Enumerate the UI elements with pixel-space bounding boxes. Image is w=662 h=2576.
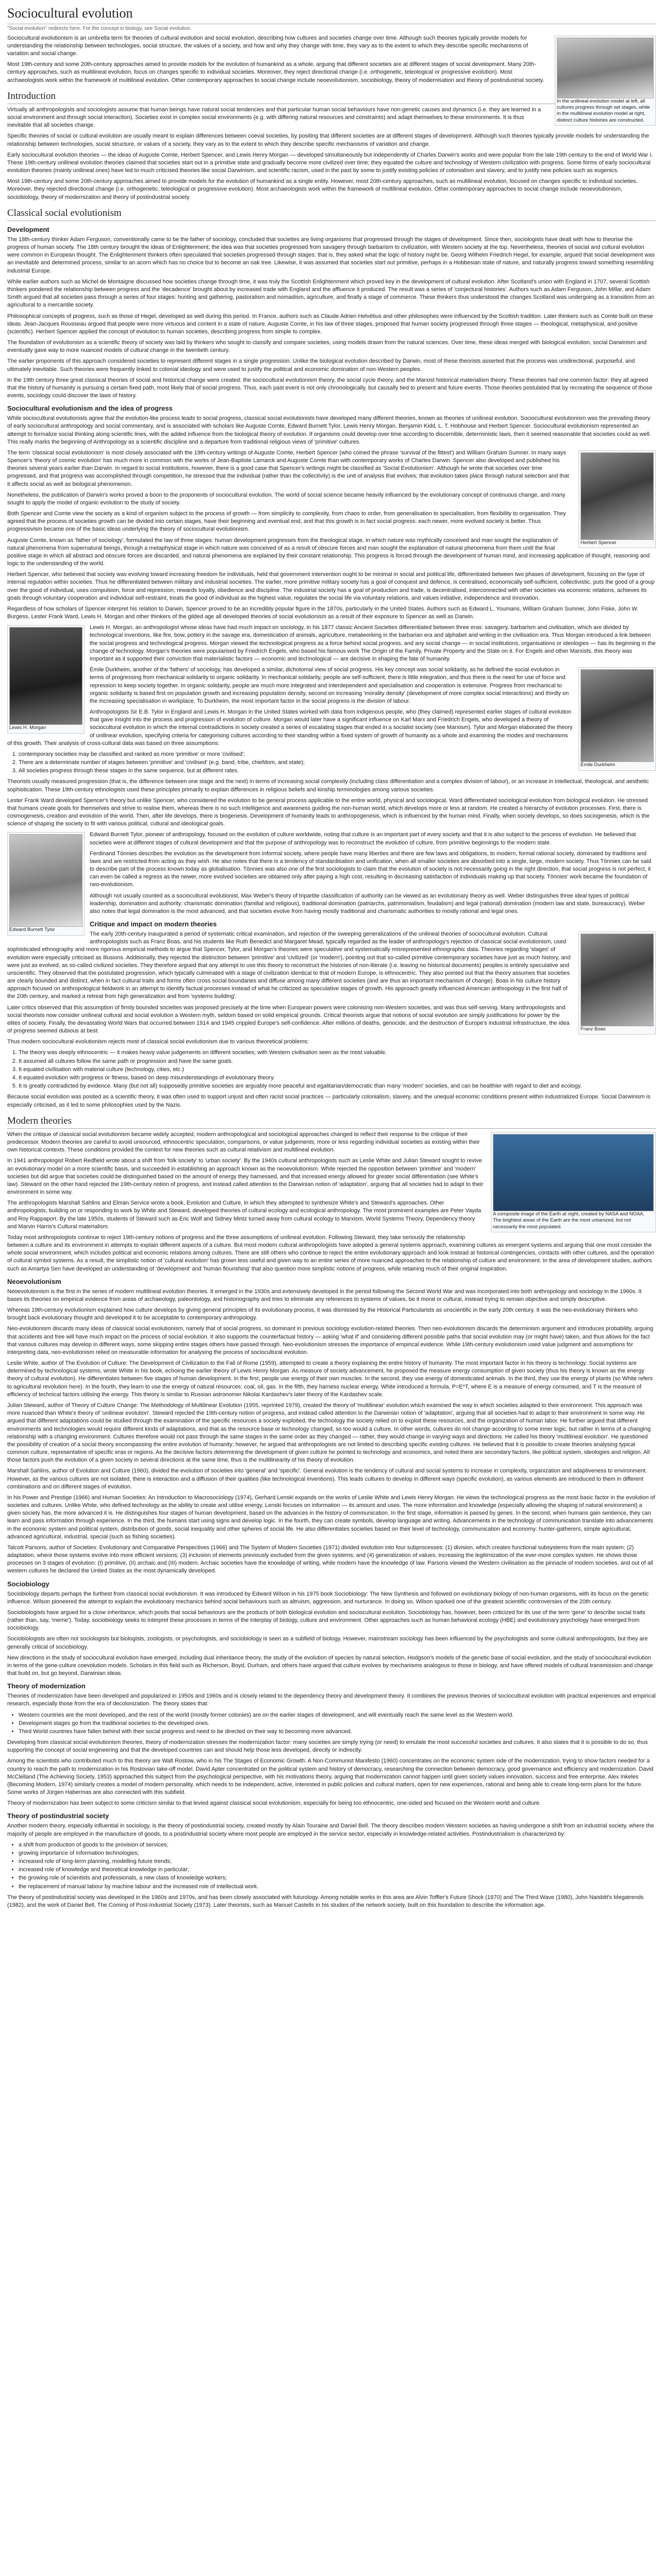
intro-paragraph: Most 19th-century and some 20th-century approaches aimed to provide models for the evolution of humankind as a whole, arguing that different societies are at different stages of social development. Many 20th-century approaches, such as multilineal evolution, focus on changes specific to individual societies. Moreover, they reject directional change (i.e. orthogenetic, teleological or progressive evolution). Most archaeologists work within the framework of multilineal evolution. Other contemporary approaches to social change include neoevolutionism, sociobiology, theory of modernisation and theory of postindustrial society.: [7, 61, 544, 83]
figure-spencer: [578, 450, 656, 548]
body-paragraph: While sociocultural evolutionists agree that the evolution-like process leads to social progress, classical social evolutionists have developed many different theories, known as theories of unilineal evolution. Sociocultural evolutionism was the prevailing theory of early sociocultural anthropology and social commentary, and is associated with scholars like Auguste Comte, Edward Burnett Tylor, Lewis Henry Morgan, Benjamin Kidd, L. T. Hobhouse and Herbert Spencer. Sociocultural evolutionism represented an attempt to formalize social thinking along scientific lines, with the added influence from the biological theory of evolution. If organisms could develop over time according to discernible, deterministic laws, then it seemed reasonable that societies could as well. This really marks the beginning of Anthropology as a scientific discipline and a departure from traditional religious views of 'primitive' cultures.: [7, 415, 651, 445]
list-item: • a shift from production of goods to the provision of services;: [19, 1841, 656, 1849]
modernization-list: [19, 1711, 656, 1736]
section-heading-introduction: Introduction: [7, 90, 656, 104]
body-paragraph: Most 19th-century and some 20th-century approaches aimed to provide models for the evolution of humankind as a single entity. However, most 20th-century approaches, such as multilineal evolution, focused on changes specific to individual societies. Moreover, they rejected directional change (i.e. orthogenetic, teleological or progressive evolution). Most archaeologists work within the framework of multilineal evolution. Other contemporary approaches to social change include neoevolutionism, sociobiology, theory of modernization and theory of postindustrial society.: [7, 178, 638, 200]
page-title: Sociocultural evolution: [7, 4, 656, 24]
body-paragraph: Anthropologists Sir E.B. Tylor in England and Lewis H. Morgan in the United States worked with data from indigenous people, who (they claimed) represented earlier stages of cultural evolution that gave insight into the process and progression of evolution of culture. Morgan would later have a significant influence on Karl Marx and Friedrich Engels, who developed a theory of sociocultural evolution in which the internal contradictions in society created a series of escalating stages that ended in a socialist society (see Marxism). Tylor and Morgan elaborated the theory of unilinear evolution, specifying criteria for categorising cultures according to their standing within a fixed system of growth of humanity as a whole and examining the modes and mechanisms of this growth. Their analysis of cross-cultural data was based on three assumptions:: [7, 709, 573, 747]
body-paragraph: Today most anthropologists continue to reject 19th-century notions of progress and the three assumptions of unilineal evolution. Following Steward, they take seriously the relationship between a culture and its environment in attempts to explain different aspects of a culture. But most modern cultural anthropologists have adopted a general systems approach, examining cultures as emergent systems and arguing that one must consider the whole social environment, which includes political and economic relations among cultures. There are still others who continue to reject the entire evolutionary approach and look instead at historical contingencies, contacts with other cultures, and the operation of cultural symbol systems. As a result, the simplistic notion of 'cultural evolution' has grown less useful and given way to an entire series of more nuanced approaches to the relationship of culture and environment. In the area of development studies, authors such as Amartya Sen have developed an understanding of 'development' and 'human flourishing' that also question more simplistic notions of progress, while retaining much of their original inspiration.: [7, 1234, 655, 1272]
body-paragraph: Early sociocultural evolution theories — the ideas of Auguste Comte, Herbert Spencer, and Lewis Henry Morgan — developed simultaneously but independently of Charles Darwin's works and were popular from the late 19th century to the end of World War I. These 19th-century unilineal evolution theories claimed that societies start out in a primitive state and gradually become more civilized over time; they equated the culture and technology of Western civilization with progress. Some forms of early sociocultural evolution theories (mainly unilineal ones) have led to much criticised theories like social Darwinism, and scientific racism, used in the past by some to justify existing policies of colonialism and slavery, and to justify new policies such as eugenics.: [7, 151, 653, 174]
body-paragraph: Sociobiology departs perhaps the furthest from classical social evolutionism. It was introduced by Edward Wilson in his 1975 book Sociobiology: The New Synthesis and followed on evolutionary biology of non-human organisms, with its focus on the genetic influence. Wilson pioneered the attempt to explain the evolutionary mechanics behind social behaviours such as altruism, aggression, and nurturance. In doing so, Wilson sparked one of the greatest scientific controversies of the 20th century.: [7, 1590, 649, 1605]
body-paragraph: Among the scientists who contributed much to this theory are Walt Rostow, who in his The Stages of Economic Growth: A Non-Communist Manifesto (1960) concentrates on the economic system side of the modernization, trying to show factors needed for a country to reach the path to modernization in his Rostovian take-off model. David Apter concentrated on the political system and history of democracy, researching the connection between democracy, good governance and efficiency and modernization. David McClelland (The Achieving Society, 1953) approached this subject from the psychological perspective, with his motivations theory, arguing that modernization cannot happen until given society values innovation, success and free enterprise. Alex Inkeles (Becoming Modern, 1974) similarly creates a model of modern personality, which needs to be independent, active, interested in public policies and cultural matters, open for new experiences, rational and being able to create long-term plans for the future. Some works of Jürgen Habermas are also connected with this subfield.: [7, 1758, 654, 1796]
body-paragraph: Neo-evolutionism discards many ideas of classical social evolutionism, namely that of social progress, so dominant in previous sociology evolution-related theories. Then neo-evolutionism discards the determinism argument and introduces probability, arguing that accidents and free will have much impact on the process of social evolution. It also supports the counterfactual history — asking 'what if' and considering different possible paths that social evolution may (or might have) taken, and thus allows for the fact that various cultures may develop in different ways, some skipping entire stages others have passed through. Neo-evolutionism stresses the importance of empirical evidence. While 19th-century evolutionism used value judgment and assumptions for interpreting data, neo-evolutionism relied on measurable information for analysing the process of sociocultural evolution.: [7, 1326, 654, 1355]
body-paragraph: New directions in the study of sociocultural evolution have emerged, including dual inheritance theory, the study of the evolution of species by natural selection, Hodgson's models of the genetic base of social evolution, and the study of sociocultural evolution in terms of the gene-culture coevolution models. Scholars in this field such as Richerson, Boyd, Durham, and others have argued that culture evolves by mechanisms analogous to those in biology, and have offered models of cultural transmission and change that build on, but go beyond, Darwinian ideas.: [7, 1654, 653, 1677]
body-paragraph: Herbert Spencer, who believed that society was evolving toward increasing freedom for individuals, held that government intervention ought to be minimal in social and political life, differentiated between two phases of development, focusing on the type of internal regulation within societies. Thus he differentiated between military and industrial societies. The earlier, more primitive military society has a goal of conquest and defence, is centralised, economically self-sufficient, collectivistic, puts the good of a group over the good of individual, uses compulsion, force and repression, rewards loyalty, obedience and discipline. The industrial society has a goal of production and trade, is decentralised, interconnected with other societies via economic relations, achieves its goals through voluntary cooperation and individual self-restraint, treats the good of individual as the highest value, regulates the social life via voluntary relations, and values initiative, independence and innovation.: [7, 571, 655, 601]
figure-evolution-models-image[interactable]: [557, 38, 654, 98]
list-item: • Development stages go from the traditional societies to the developed ones.: [19, 1720, 656, 1727]
body-paragraph: Theorists usually measured progression (that is, the difference between one stage and the next) in terms of increasing social complexity (including class differentiation and a complex division of labour), or an increase in intellectual, theological, and aesthetic sophistication. These 19th-century ethnologists used these principles primarily to explain differences in religious beliefs and kinship terminologies among various societies.: [7, 778, 649, 793]
subsection-heading-critique: Critique and impact on modern theories: [90, 920, 217, 928]
body-paragraph: Developing from classical social evolutionism theories, theory of modernization stresses the modernization factor: many societies are simply trying (or need) to emulate the most successful societies and cultures. It also states that it is possible to do so, thus supporting the concept of social engineering and that the developed countries can and should help those less developed, directly or indirectly.: [7, 1739, 648, 1754]
body-paragraph: Nonetheless, the publication of Darwin's works proved a boon to the proponents of sociocultural evolution. The world of social science became heavily influenced by the evolutionary concept of continuous change, and many sought to apply the model of organic evolution to the study of society.: [7, 492, 566, 506]
intro-paragraph: Sociocultural evolutionism is an umbrella term for theories of cultural evolution and social evolution, describing how cultures and societies change over time. Although such theories typically provide models for understanding the relationship between technologies, social structure, the values of a society, and how and why they change with time, they vary as to the extent to which they describe specific mechanisms of variation and social change.: [7, 35, 528, 57]
body-paragraph: Leslie White, author of The Evolution of Culture: The Development of Civilization to the Fall of Rome (1959), attempted to create a theory explaining the entire history of humanity. The most important factor in his theory is technology: Social systems are determined by technological systems, wrote White in his book, echoing the earlier theory of Lewis Henry Morgan. As measure of society advancement, he proposed the measure energy consumption of given society (thus his theory is known as the energy theory of cultural evolution). He differentiates between five stages of human development. In the first, people use energy of their own muscles. In the second, they use energy of domesticated animals. In the third, they use the energy of plants (so White refers to agricultural revolution here). In the fourth, they learn to use the energy of natural resources: coal, oil, gas. In the fifth, they harness nuclear energy. White introduced a formula, P=E*T, where E is a measure of energy consumed, and T is the measure of efficiency of technical factors utilising the energy. This theory is similar to Russian astronomer Nikolai Kardashev's later theory of the Kardashev scale.: [7, 1360, 653, 1398]
figure-tylor: [7, 832, 85, 935]
body-paragraph: The 18th-century thinker Adam Ferguson, conventionally came to be the father of sociology, concluded that societies are living organisms that progressed through the stages of development. Since then, sociologists have dealt with how to theorise the progress of human society. The 18th century brought the ideas of Enlightenment; the idea was that societies progressed from savagery through barbarism to civilization, with Western society at the top. Nevertheless, theories of social and cultural evolution were common in European thought. The Enlightenment thinkers often speculated that societies progressed through stages: that is, they asked what the logic of history might be. Georg Wilhelm Friedrich Hegel, for example, argued that social development was an inevitable and determined process, similar to an acorn which has no choice but to become an oak tree. Likewise, it was assumed that societies start out primitive, perhaps in a Hobbesian state of nature, and naturally progress toward something resembling industrial Europe.: [7, 236, 655, 274]
figure-durkheim: [578, 667, 656, 770]
list-item: • the replacement of manual labour by machine labour and the increased role of intellectual work.: [19, 1883, 656, 1891]
list-item: • the growing role of scientists and professionals, a new class of knowledge workers;: [19, 1874, 656, 1882]
list-item: • increased role of knowledge and theoretical knowledge in particular;: [19, 1866, 656, 1874]
figure-caption: Herbert Spencer: [581, 539, 617, 546]
body-paragraph: In the 19th century three great classical theories of social and historical change were created: the sociocultural evolutionism theory, the social cycle theory, and the Marxist historical materialism theory. These theories had one common factor: they all agreed that the history of humanity is pursuing a certain fixed path, most likely that of social progress. Thus, each past event is not only chronologically, but causally tied to present and future events. Those theories postulated that by recreating the sequence of those events, sociology could discover the laws of history.: [7, 377, 653, 399]
body-paragraph: Although not usually counted as a sociocultural evolutionist, Max Weber's theory of tripartite classification of authority can be viewed as an evolutionary theory as well. Weber distinguishes three ideal types of political leadership, domination and authority: charismatic domination (familial and religious), traditional domination (patriarchs, patrimonialism, feudalism) and legal (rational) domination (modern law and state, bureaucracy). Weber also notes that legal domination is the most advanced, and that societies evolve from having mostly traditional and charismatic authorities to mostly rational and legal ones.: [90, 892, 646, 914]
figure-caption: Franz Boas: [581, 1026, 606, 1032]
section-heading-modern: Modern theories: [7, 1114, 656, 1129]
body-paragraph: Regardless of how scholars of Spencer interpret his relation to Darwin, Spencer proved to be an incredibly popular figure in the 1870s, particularly in the United States. Authors such as Edward L. Youmans, William Graham Sumner, John Fiske, John W. Burgess, Lester Frank Ward, Lewis H. Morgan and other thinkers of the gilded age all developed theories of social evolutionism as a result of their exposure to Spencer as well as Darwin.: [7, 605, 639, 620]
body-paragraph: Sociobiologists are often not sociologists but biologists, zoologists, or psychologists, and sociobiology is seen as a subfield of biology. However, mainstream sociology has been influenced by the psychologists and some cultural anthropologists, but they are generally critical of sociobiology.: [7, 1636, 648, 1650]
body-paragraph: Whereas 19th-century evolutionism explained how culture develops by giving general principles of its evolutionary process, it was dismissed by the Historical Particularists as unscientific in the early 20th century. It was the neo-evolutionary thinkers who brought back evolutionary thought and developed it to be acceptable to contemporary anthropology.: [7, 1307, 638, 1321]
body-paragraph: Later critics observed that this assumption of firmly bounded societies was proposed precisely at the time when European powers were colonising non-Western societies, and was thus self-serving. Many anthropologists and social theorists now consider unilineal cultural and social evolution a Western myth, seldom based on solid empirical grounds. Critical theorists argue that notions of social evolution are simply justifications for power by the elites of society. Finally, the devastating World Wars that occurred between 1914 and 1945 crippled Europe's self-confidence. After millions of deaths, genocide, and the destruction of Europe's industrial infrastructure, the idea of progress seemed dubious at best.: [7, 1004, 570, 1035]
body-paragraph: While earlier authors such as Michel de Montaigne discussed how societies change through time, it was truly the Scottish Enlightenment which proved key in the development of cultural evolution. After Scotland's union with England in 1707, several Scottish thinkers pondered the relationship between progress and the 'decadence' brought about by increased trade with England and the affluence it produced. The result was a series of 'conjectural histories'. Authors such as Adam Ferguson, John Millar, and Adam Smith argued that all societies pass through a series of four stages: hunting and gathering, pastoralism and nomadism, agriculture, and finally a stage of commerce. These thinkers thus understood the changes Scotland was undergoing as a transition from an agricultural to a mercantile society.: [7, 278, 655, 309]
body-paragraph: Julian Steward, author of Theory of Culture Change: The Methodology of Multilinear Evolution (1955, reprinted 1979), created the theory of 'multilinear' evolution which examined the way in which societies adapted to their environment. This approach was more nuanced than White's theory of 'unilinear evolution'. Steward rejected the 19th-century notion of progress, and instead called attention to the Darwinian notion of 'adaptation', arguing that all societies had to adapt to their environment in some way. He argued that different adaptations could be studied through the examination of the specific resources a society exploited, the technology the society relied on to exploit these resources, and the organization of human labor. He further argued that different environments and technologies would require different kinds of adaptations, and that as the resource base or technology changed, so too would a culture. In other words, cultures do not change according to some inner logic, but rather in terms of a changing relationship with a changing environment. Cultures therefore would not pass through the same stages in the same order as they changed — rather, they would change in varying ways and directions. He called his theory 'multilineal evolution'. He questioned the possibility of creation of a social theory encompassing the entire evolution of humanity; however, he argued that anthropologists are not limited to describing specific existing cultures. He believed that it is possible to create theories analysing typical common culture, representative of specific eras or regions. As the decisive factors determining the development of given culture he pointed to technology and economics, and noted there are secondary factors, like political system, ideologies and religion. All those factors push the evolution of a given society in several directions at the same time, thus is the multilinearity of his theory of evolution.: [7, 1402, 651, 1464]
subsection-heading-postindustrial: Theory of postindustrial society: [7, 1812, 109, 1820]
figure-earth-night-image[interactable]: [493, 1134, 654, 1211]
assumptions-list: [19, 751, 656, 775]
figure-durkheim-image[interactable]: [581, 669, 654, 762]
subsection-heading-development: Development: [7, 226, 49, 234]
figure-spencer-image[interactable]: [581, 452, 654, 540]
body-paragraph: In his Power and Prestige (1966) and Human Societies: An Introduction to Macrosociology (1974), Gerhard Lenski expands on the works of Leslie White and Lewis Henry Morgan. He views the technological progress as the most basic factor in the evolution of societies and cultures. Unlike White, who defined technology as the ability to create and utilise energy, Lenski focuses on information — its amount and uses. The more information and knowledge (especially allowing the shaping of natural environment) a given society has, the more advanced it is. He distinguishes four stages of human development, based on the advances in the history of communication. In the first stage, information is passed by genes. In the second, when humans gain sentience, they can learn and pass information through experience. In the third, the humans start using signs and develop logic. In the fourth, they can create symbols, develop language and writing. Advancements in the technology of communication translate into advancements in the economic system and political system, distribution of goods, social inequality and other spheres of social life. He also differentiates societies based on their level of technology, communication and economy: hunter-gatherers, simple agricultural, advanced agricultural, industrial, special (such as fishing societies).: [7, 1494, 655, 1540]
figure-morgan-image[interactable]: [9, 627, 82, 725]
figure-caption: In the unilineal evolution model at left, all cultures progress through set stages, while in the multilineal evolution model at right, distinct culture histories are constructed.: [557, 98, 650, 123]
problems-list: [19, 1049, 656, 1090]
body-paragraph: Sociobiologists have argued for a close inheritance, which posits that social behaviours are the products of both biological evolution and sociocultural evolution. Sociobiology has, however, been criticized for its use of the term 'gene' to describe social traits (rather than, say, 'meme'). Today, sociobiology seeks to interpret these processes in terms of the interplay of biology, culture and environment. Other approaches such as human behavioral ecology (HBE) and evolutionary psychology have emerged from sociobiology.: [7, 1609, 646, 1632]
body-paragraph: Marshall Sahlins, author of Evolution and Culture (1960), divided the evolution of societies into 'general' and 'specific'. General evolution is the tendency of cultural and social systems to increase in complexity, organization and adaptiveness to environment. However, as the various cultures are not isolated, there is interaction and a diffusion of their qualities (like technological inventions). This leads cultures to develop in different ways (specific evolution), as various elements are introduced to them in different combinations and on different stages of evolution.: [7, 1468, 647, 1490]
list-item: • Western countries are the most developed, and the rest of the world (mostly former colonies) are on the earlier stages of development, and will eventually reach the same level as the Western world.: [19, 1711, 656, 1719]
list-item: • increased role of long-term planning, modelling future trends;: [19, 1858, 656, 1866]
list-item: 1. contemporary societies may be classified and ranked as more 'primitive' or more 'civilised';: [19, 751, 656, 758]
body-paragraph: When the critique of classical social evolutionism became widely accepted, modern anthropological and sociological approaches changed to reflect their response to the critique of their predecessor. Modern theories are careful to avoid unsourced, ethnocentric speculation, comparisons, or value judgements; more or less regarding individual societies as existing within their own historical contexts. These conditions provided the context for new theories such as cultural relativism and multilineal evolution.: [7, 1131, 480, 1154]
figure-evolution-models: [555, 36, 656, 126]
subsection-heading-sociobiology: Sociobiology: [7, 1580, 49, 1588]
body-paragraph: The early 20th-century inaugurated a period of systematic critical examination, and rejection of the sweeping generalizations of the unilineal theories of sociocultural evolution. Cultural anthropologists such as Franz Boas, and his students like Ruth Benedict and Margaret Mead, typically regarded as the leader of anthropology's rejection of classical social evolutionism, used sophisticated ethnography and more rigorous empirical methods to argue that Spencer, Tylor, and Morgan's theories were speculative and systematically misrepresented ethnographic data. Theories regarding 'stages' of evolution were especially criticised as illusions. Additionally, they rejected the distinction between 'primitive' and 'civilized' (or 'modern'), pointing out that so-called primitive contemporary societies have just as much history, and were just as evolved, as so-called civilized societies. They therefore argued that any attempt to use this theory to reconstruct the histories of non-literate (i.e. leaving no historical documents) peoples is entirely speculative and unscientific. They observed that the postulated progression, which typically culminated with a stage of civilization identical to that of modern Europe, is ethnocentric. They also pointed out that the theory assumes that societies are clearly bounded and distinct, when in fact cultural traits and forms often cross social boundaries and diffuse among many different societies (and are thus an important mechanism of change). Boas in his culture history approach focused on anthropological fieldwork in an attempt to identify factual processes instead of what he criticized as speculative stages of growth. His approach greatly influenced American anthropology in the first half of the 20th century, and marked a retreat from high generalization and from 'systems building'.: [7, 931, 571, 1000]
body-paragraph: Neoevolutionism is the first in the series of modern multilineal evolution theories. It emerged in the 1930s and extensively developed in the period following the Second World War and was incorporated into both anthropology and sociology in the 1960s. It bases its theories on empirical evidence from areas of archaeology, paleontology, and historiography and tries to eliminate any references to systems of values, be it moral or cultural, instead trying to remain objective and simply descriptive.: [7, 1288, 642, 1302]
list-item: • Third World countries have fallen behind with their social progress and need to be directed on their way to becoming more advanced.: [19, 1728, 656, 1736]
body-paragraph: The term 'classical social evolutionism' is most closely associated with the 19th-century writings of Auguste Comte, Herbert Spencer (who coined the phrase 'survival of the fittest') and William Graham Sumner. In many ways Spencer's 'theory of cosmic evolution' has much more in common with the works of Jean-Baptiste Lamarck and Auguste Comte than with contemporary works of Charles Darwin. Spencer also developed and published his theories several years earlier than Darwin. In regard to social institutions, however, there is a good case that Spencer's writings might be classified as 'Social Evolutionism'. Although he wrote that societies over time progressed, and that progress was accomplished through competition, he stressed that the individual (rather than the collectivity) is the unit of analysis that evolves; that evolution takes place through natural selection and that it affects social as well as biological phenomenon.: [7, 449, 569, 487]
body-paragraph: Lewis H. Morgan, an anthropologist whose ideas have had much impact on sociology, in his 1877 classic Ancient Societies differentiated between three eras: savagery, barbarism and civilisation, which are divided by technological inventions, like fire, bow, pottery in the savage era, domestication of animals, agriculture, metalworking in the barbarian era and alphabet and writing in the civilisation era. Thus Morgan introduced a link between the social progress and technological progress. Morgan viewed the technological progress as a force behind social progress, and any social change — in social institutions, organisations or ideologies — has its beginning in the change of technology. Morgan's theories were popularised by Friedrich Engels, who based his famous work The Origin of the Family, Private Property and the State on it. For Engels and other Marxists, this theory was important as it supported their conviction that materialistic factors — economic and technological — are decisive in shaping the fate of humanity.: [90, 624, 656, 662]
section-heading-classical: Classical social evolutionism: [7, 207, 656, 221]
subsection-heading-neoevolutionism: Neoevolutionism: [7, 1277, 61, 1285]
body-paragraph: Another modern theory, especially influential in sociology, is the theory of postindustrial society, created mostly by Alain Touraine and Daniel Bell. The theory describes modern Western societies as having undergone a shift from an industrial society, where the majority of people are employed in the manufacture of goods, to a postindustrial society where most people are employed in the service sector, especially in knowledge-related activities. Postindustrialism is characterized by:: [7, 1823, 654, 1837]
list-item: 3. All societies progress through these stages in the same sequence, but at different rates.: [19, 767, 656, 775]
hatnote: "Social evolution" redirects here. For the concept in biology, see Social evolution.: [7, 25, 192, 31]
body-paragraph: The earlier proponents of this approach considered societies to represent different stages in a single progression. Unlike the biological evolution described by Darwin, most of these theorists asserted that the process was unidirectional, purposeful, and ultimately inevitable. Such theories were frequently linked to colonial ideology and were used to justify the political and economic domination of non-Western peoples.: [7, 358, 635, 372]
body-paragraph: Talcott Parsons, author of Societies: Evolutionary and Comparative Perspectives (1966) and The System of Modern Societies (1971) divided evolution into four subprocesses: (1) division, which creates functional subsystems from the main system; (2) adaptation, where those systems evolve into more efficient versions; (3) inclusion of elements previously excluded from the given systems; and (4) generalization of values, increasing the legitimization of the ever-more complex system. He shows those processes on 3 stages of evolution: (I) primitive, (II) archaic and (III) modern. Archaic societies have the knowledge of writing, while modern have the knowledge of law. Parsons viewed the Western civilisation as the pinnacle of modern societies, and out of all western cultures he declared the United States as the most dynamically developed.: [7, 1544, 653, 1574]
list-item: 1. The theory was deeply ethnocentric — it makes heavy value judgements on different societies; with Western civilisation seen as the most valuable.: [19, 1049, 656, 1057]
body-paragraph: Émile Durkheim, another of the 'fathers' of sociology, has developed a similar, dichotomal view of social progress. His key concept was social solidarity, as he defined the social evolution in terms of progressing from mechanical solidarity to organic solidarity. In mechanical solidarity, people are self-sufficient, there is little integration, and thus there is the need for use of force and repression to keep society together. In organic solidarity, people are much more integrated and interdependent and specialisation and cooperation is extensive. Progress from mechanical to organic solidarity is based first on population growth and increasing population density, second on increasing 'morality density' (development of more complex social interactions) and thirdly on the increasing specialisation in workplace. To Durkheim, the most important factor in the social progress is the division of labour.: [90, 667, 569, 704]
figure-caption: Edward Burnett Tylor: [9, 927, 55, 933]
body-paragraph: Virtually all anthropologists and sociologists assume that human beings have natural social tendencies and that particular human social behaviours have non-genetic causes and dynamics (i.e. they are learned in a social environment and through social interaction). Societies exist in complex social environments (e.g. with differing natural resources and constraints) and adapt themselves to these environments. It is thus inevitable that all societies change.: [7, 106, 541, 129]
figure-caption: A composite image of the Earth at night, created by NASA and NOAA. The brightest areas of the Earth are the most urbanized, but not necessarily the most populated.: [493, 1211, 645, 1230]
figure-caption: Émile Durkheim: [581, 762, 616, 768]
body-paragraph: Specific theories of social or cultural evolution are usually meant to explain differences between coeval societies, by positing that different societies are at different stages of development. Although such theories typically provide models for understanding the relationship between technologies, social structure, or values of a society, they vary as to the extent to which they describe specific mechanisms of variation and change.: [7, 133, 649, 147]
body-paragraph: Philosophical concepts of progress, such as those of Hegel, developed as well during this period. In France, authors such as Claude Adrien Helvétius and other philosophes were influenced by the Scottish tradition. Later thinkers such as Comte built on these ideas. Jean-Jacques Rousseau argued that people were more virtuous and content in a state of nature. Auguste Comte, in his law of three stages, proposed that human society progressed through three stages — theological, metaphysical, and positive (scientific). Herbert Spencer applied the concept of evolution to human societies, describing progress from simple to complex.: [7, 313, 653, 335]
figure-tylor-image[interactable]: [9, 834, 82, 927]
subsection-heading-progress: Sociocultural evolutionism and the idea of progress: [7, 404, 173, 413]
list-item: 5. It is greatly contradicted by evidence. Many (but not all) supposedly primitive societies are arguably more peaceful and egalitarian/democratic than many 'modern' societies, and can be healthier with regard to diet and ecology.: [19, 1082, 656, 1090]
list-item: 2. There are a determinate number of stages between 'primitive' and 'civilised' (e.g. band, tribe, chiefdom, and state);: [19, 759, 656, 767]
figure-boas: [578, 931, 656, 1035]
figure-earth-night: [491, 1132, 656, 1232]
list-item: 2. It assumed all cultures follow the same path or progression and have the same goals.: [19, 1058, 656, 1065]
body-paragraph: The anthropologists Marshall Sahlins and Elman Service wrote a book, Evolution and Culture, in which they attempted to synthesize White's and Steward's approaches. Other anthropologists, building on or responding to work by White and Steward, developed theories of cultural ecology and ecological anthropology. The most prominent examples are Peter Vayda and Roy Rappaport. By the late 1950s, students of Steward such as Eric Wolf and Sidney Mintz turned away from cultural ecology to Marxism, World Systems Theory, Dependency theory and Marvin Harris's Cultural materialism.: [7, 1200, 482, 1230]
body-paragraph: Lester Frank Ward developed Spencer's theory but unlike Spencer, who considered the evolution to be general process applicable to the entire world, physical and sociological, Ward differentiated sociological evolution from biological evolution. He stressed that humans create goals for themselves and strive to realise them, whereas there is no such intelligence and awareness guiding the non-human world, which develops more or less at random. He created a hierarchy of evolution processes. First, there is cosmogenesis, creation and evolution of the world. Then, after life develops, there is biogenesis. Development of humanity leads to anthropogenesis, which is influenced by the human mind. Finally, when society develops, so does sociogenesis, which is the science of shaping the society to fit with various political, cultural and ideological goals.: [7, 797, 650, 827]
body-paragraph: Edward Burnett Tylor, pioneer of anthropology, focused on the evolution of culture worldwide, noting that culture is an important part of every society and that it is also subject to the process of evolution. He believed that societies were at different stages of cultural development and that the purpose of anthropology was to reconstruct the evolution of culture, from primitive beginnings to the modern state.: [90, 832, 636, 846]
body-paragraph: Because social evolution was posited as a scientific theory, it was often used to support unjust and often racist social practices — particularly colonialism, slavery, and the unequal economic conditions present within industrialized Europe. Social Darwinism is especially criticised, as it led to some philosophies used by the Nazis.: [7, 1094, 651, 1108]
body-paragraph: The theory of postindustrial society was developed in the 1960s and 1970s, and has been closely associated with futurology. Among notable works in this area are Alvin Toffler's Future Shock (1970) and The Third Wave (1980), John Naisbitt's Megatrends (1982), and the work of Daniel Bell, The Coming of Post-Industrial Society (1973). Later theorists, such as Manuel Castells in his studies of the network society, built on this foundation to describe the information age.: [7, 1894, 644, 1908]
list-item: 3. It equated civilisation with material culture (technology, cities, etc.): [19, 1066, 656, 1074]
figure-boas-image[interactable]: [581, 934, 654, 1026]
body-paragraph: Theories of modernization have been developed and popularized in 1950s and 1960s and is closely related to the dependency theory and development theory. It combines the previous theories of sociocultural evolution with practical experiences and empirical research, especially those from the era of decolonization. The theory states that:: [7, 1693, 656, 1707]
list-item: • growing importance of information technologies;: [19, 1850, 656, 1857]
body-paragraph: Auguste Comte, known as 'father of sociology', formulated the law of three stages: human development progresses from the theological stage, in which nature was mythically conceived and man sought the explanation of natural phenomena from supernatural beings, through a metaphysical stage in which nature was conceived of as a result of obscure forces and man sought the explanation of natural phenomena from them until the final positive stage in which all abstract and obscure forces are discarded, and natural phenomena are explained by their constant relationship. This progress is forced through the development of human mind, and increasing application of thought, reasoning and logic to the understanding of the world.: [7, 537, 650, 567]
body-paragraph: Ferdinand Tönnies describes the evolution as the development from informal society, where people have many liberties and there are few laws and obligations, to modern, formal rational society, dominated by traditions and laws and are restricted from acting as they wish. He also notes that there is a tendency of standardisation and unification, when all smaller societies are absorbed into a single, large, modern society. Thus Tönnies can be said to describe part of the process known today as globalisation. Tönnies was also one of the first sociologists to claim that the evolution of society is not necessarily going in the right direction, that social progress is not perfect, it can even be called a regress as the newer, more evolved societies are obtained only after paying a high cost, resulting in decreasing satisfaction of individuals making up that society. Tönnies' work became the foundation of neo-evolutionism.: [90, 850, 651, 888]
body-paragraph: The foundation of evolutionism as a scientific theory of society was laid by thinkers who sought to classify and compare societies, using models drawn from the natural sciences. Over time, these ideas merged with biological evolution, social Darwinism and eventually gave way to more nuanced models of cultural change in the twentieth century.: [7, 340, 647, 354]
subsection-heading-modernization: Theory of modernization: [7, 1682, 86, 1690]
body-paragraph: In 1941 anthropologist Robert Redfield wrote about a shift from 'folk society' to 'urban society'. By the 1940s cultural anthropologists such as Leslie White and Julian Steward sought to revive an evolutionary model on a more scientific basis, and succeeded in establishing an approach known as the neoevolutionism. White rejected the opposition between 'primitive' and 'modern' societies but did argue that societies could be distinguished based on the amount of energy they harnessed, and that increased energy allowed for greater social differentiation (see White's law). Steward on the other hand rejected the 19th-century notion of progress, and instead called attention to the Darwinian notion of 'adaptation', arguing that all societies had to adapt to their environment in some way.: [7, 1158, 484, 1196]
body-paragraph: Thus modern sociocultural evolutionism rejects most of classical social evolutionism due to various theoretical problems:: [7, 1039, 309, 1045]
figure-caption: Lewis H. Morgan: [9, 725, 46, 731]
body-paragraph: Theory of modernization has been subject to some criticism similar to that levied against classical social evolutionism, especially for being too ethnocentric, one-sided and focused on the Western world and culture.: [7, 1800, 541, 1807]
body-paragraph: Both Spencer and Comte view the society as a kind of organism subject to the process of growth — from simplicity to complexity, from chaos to order, from generalisation to specialisation, from flexibility to organisation. They agreed that the process of societies growth can be divided into certain stages, have their beginning and eventual end, and that this growth is in fact social progress: each newer, more evolved society is better. Thus progressivism became one of the basic ideas underlying the theory of sociocultural evolutionism.: [7, 511, 566, 533]
list-item: 4. It equated evolution with progress or fitness, based on deep misunderstandings of evolutionary theory.: [19, 1074, 656, 1082]
postindustrial-list: [19, 1841, 656, 1891]
figure-morgan: [7, 625, 85, 733]
